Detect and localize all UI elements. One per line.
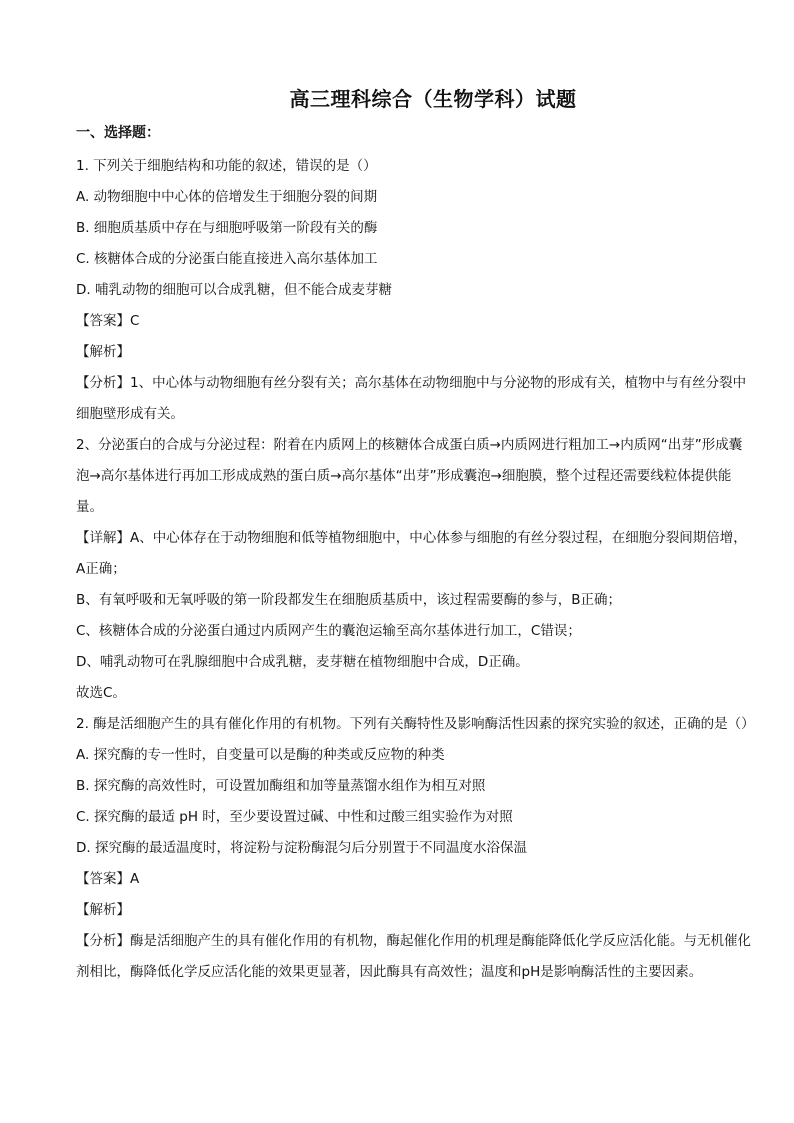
detail-paragraph: 【详解】A、中心体存在于动物细胞和低等植物细胞中，中心体参与细胞的有丝分裂过程，在细胞分裂间期倍增，A正确； [76, 530, 747, 577]
option-d: D. 哺乳动物的细胞可以合成乳糖，但不能合成麦芽糖 [76, 282, 392, 298]
option-a: A. 探究酶的专一性时，自变量可以是酶的种类或反应物的种类 [76, 747, 445, 763]
question-stem: 1. 下列关于细胞结构和功能的叙述，错误的是（） [76, 158, 377, 174]
answer-line: 【答案】C [76, 313, 140, 329]
option-b: B. 探究酶的高效性时，可设置加酶组和加等量蒸馏水组作为相互对照 [76, 778, 486, 794]
question-1 [76, 151, 754, 709]
section-heading: 一、选择题： [76, 125, 160, 141]
answer-line: 【答案】A [76, 871, 140, 887]
analysis-paragraph: 【分析】酶是活细胞产生的具有催化作用的有机物，酶起催化作用的机理是酶能降低化学反应活化能。与无机催化剂相比，酶降低化学反应活化能的效果更显著，因此酶具有高效性；温度和pH是影响酶活性的主要因素。 [76, 933, 751, 980]
detail-paragraph: C、核糖体合成的分泌蛋白通过内质网产生的囊泡运输至高尔基体进行加工，C错误； [76, 623, 581, 639]
option-b: B. 细胞质基质中存在与细胞呼吸第一阶段有关的酶 [76, 220, 378, 236]
conclusion-line: 故选C。 [76, 685, 126, 701]
option-c: C. 探究酶的最适 pH 时，至少要设置过碱、中性和过酸三组实验作为对照 [76, 809, 513, 825]
page-title: 高三理科综合（生物学科）试题 [289, 87, 577, 111]
analysis-label: 【解析】 [76, 344, 130, 360]
analysis-label: 【解析】 [76, 902, 130, 918]
option-c: C. 核糖体合成的分泌蛋白能直接进入高尔基体加工 [76, 251, 378, 267]
option-d: D. 探究酶的最适温度时，将淀粉与淀粉酶混匀后分别置于不同温度水浴保温 [76, 840, 527, 856]
question-2 [76, 709, 754, 988]
question-stem: 2. 酶是活细胞产生的具有催化作用的有机物。下列有关酶特性及影响酶活性因素的探究实验的叙述，正确的是（） [76, 716, 755, 732]
detail-paragraph: B、有氧呼吸和无氧呼吸的第一阶段都发生在细胞质基质中，该过程需要酶的参与，B正确； [76, 592, 622, 608]
analysis-paragraph: 2、分泌蛋白的合成与分泌过程：附着在内质网上的核糖体合成蛋白质→内质网进行粗加工→内质网“出芽”形成囊泡→高尔基体进行再加工形成成熟的蛋白质→高尔基体“出芽”形成囊泡→细胞膜，整个过程还需要线粒体提供能量。 [76, 437, 743, 515]
detail-paragraph: D、哺乳动物可在乳腺细胞中合成乳糖，麦芽糖在植物细胞中合成，D正确。 [76, 654, 529, 670]
option-a: A. 动物细胞中中心体的倍增发生于细胞分裂的间期 [76, 189, 378, 205]
analysis-paragraph: 【分析】1、中心体与动物细胞有丝分裂有关；高尔基体在动物细胞中与分泌物的形成有关，植物中与有丝分裂中细胞壁形成有关。 [76, 375, 747, 422]
